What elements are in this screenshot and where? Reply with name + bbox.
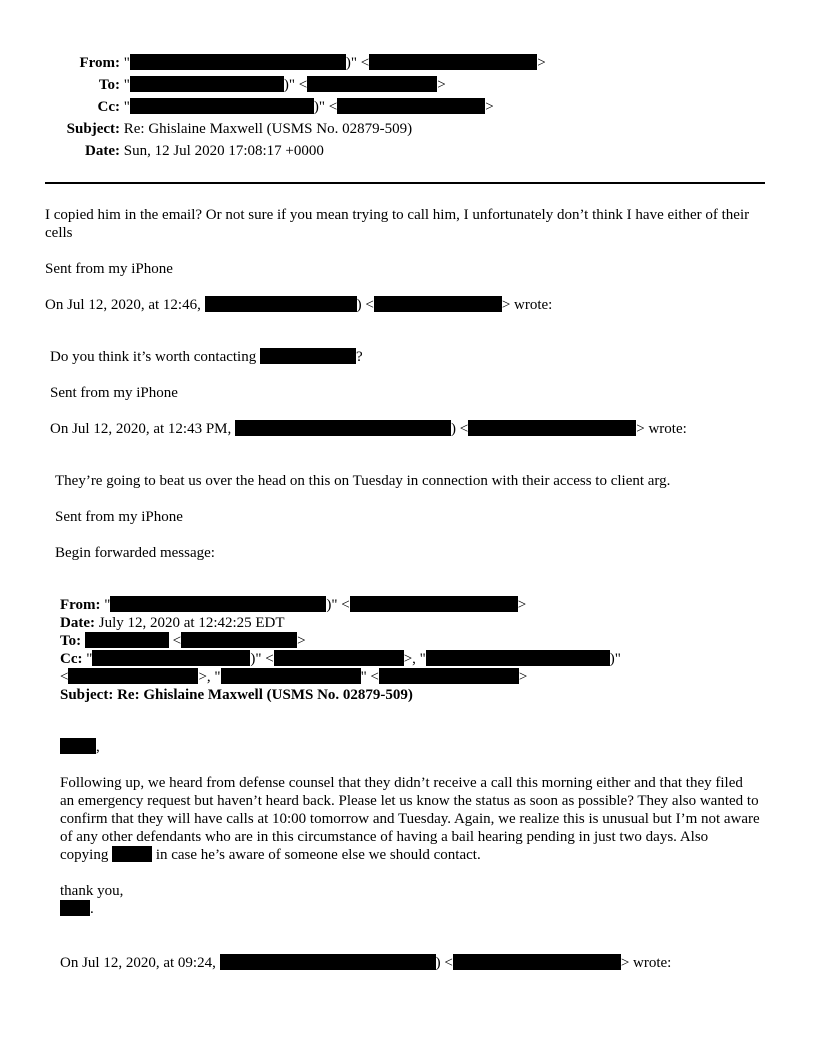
- date-text: Sun, 12 Jul 2020 17:08:17 +0000: [123, 143, 324, 159]
- quote-header: On Jul 12, 2020, at 09:24, ) < > wrote:: [60, 955, 672, 971]
- closing: thank you,: [60, 883, 124, 899]
- redaction: [307, 76, 437, 92]
- redaction: [426, 650, 610, 666]
- redaction: [130, 98, 314, 114]
- date-label: Date:: [85, 143, 120, 159]
- quote-prefix: On Jul 12, 2020, at 12:46,: [45, 297, 201, 313]
- reply-paragraph: I copied him in the email? Or not sure if you mean trying to call him, I unfortunately don’t think I have either of their cells: [45, 207, 750, 241]
- subject-label: Subject:: [66, 121, 120, 137]
- signature: Sent from my iPhone: [55, 509, 183, 525]
- fwd-from-label: From:: [60, 597, 101, 613]
- redaction: [60, 738, 96, 754]
- redaction: [374, 296, 502, 312]
- signature: Sent from my iPhone: [45, 261, 173, 277]
- signature: Sent from my iPhone: [50, 385, 178, 401]
- quoted-text-end: ?: [355, 349, 363, 365]
- redaction: [112, 846, 152, 862]
- forwarded-text: Following up, we heard from defense counsel that they didn’t receive a call this morning either and that they filed an emergency request but haven’t heard back. Please let us know the status as soon as possible? They also wanted to confirm that they will have calls at 10:00 tomorrow and Tuesday. Again, we realize this is unusual but I’m not aware of any other defendants who are in this circumstance of having a bail hearing pending in just two days. Also copying: [60, 775, 760, 863]
- forwarded-text-end: in case he’s aware of someone else we should contact.: [155, 847, 481, 863]
- redaction: [369, 54, 537, 70]
- cc-label: Cc:: [97, 99, 120, 115]
- redaction: [181, 632, 297, 648]
- wrote-text: wrote:: [633, 955, 672, 971]
- forwarded-paragraph: [60, 774, 760, 864]
- redaction: [453, 954, 621, 970]
- redaction: [379, 668, 519, 684]
- redaction: [468, 420, 636, 436]
- forward-intro: Begin forwarded message:: [55, 545, 215, 561]
- sign-off: [60, 900, 94, 918]
- fwd-date-row: [60, 614, 285, 632]
- quote-header: On Jul 12, 2020, at 12:46, ) < > wrote:: [45, 297, 553, 313]
- redaction: [350, 596, 518, 612]
- redaction: [220, 954, 436, 970]
- quote-prefix: On Jul 12, 2020, at 09:24,: [60, 955, 216, 971]
- header-subject-row: [40, 120, 412, 138]
- quote-prefix: On Jul 12, 2020, at 12:43 PM,: [50, 421, 232, 437]
- fwd-date-label: Date:: [60, 615, 95, 631]
- header-cc-row: Cc: " )" < >: [40, 98, 494, 116]
- fwd-subject-row: [60, 686, 413, 704]
- fwd-subject-text: Re: Ghislaine Maxwell (USMS No. 02879-509): [117, 687, 413, 703]
- redaction: [130, 54, 346, 70]
- redaction: [274, 650, 404, 666]
- redaction: [60, 900, 90, 916]
- quoted-line: They’re going to beat us over the head on this on Tuesday in connection with their access to client arg.: [55, 473, 671, 489]
- redaction: [68, 668, 198, 684]
- sign-end: .: [90, 901, 94, 917]
- fwd-cc-label: Cc:: [60, 651, 83, 667]
- greeting-end: ,: [96, 739, 100, 755]
- header-date-row: [40, 142, 324, 160]
- header-from-row: From: " )" < >: [40, 54, 546, 72]
- fwd-from-row: From: " )" < >: [60, 597, 527, 613]
- redaction: [130, 76, 284, 92]
- quoted-line: [50, 348, 363, 366]
- redaction: [260, 348, 356, 364]
- redaction: [92, 650, 250, 666]
- subject-text: Re: Ghislaine Maxwell (USMS No. 02879-509): [123, 121, 413, 137]
- quote-header: On Jul 12, 2020, at 12:43 PM, ) < > wrote:: [50, 421, 687, 437]
- redaction: [235, 420, 451, 436]
- redaction: [85, 632, 169, 648]
- wrote-text: wrote:: [514, 297, 553, 313]
- redaction: [337, 98, 485, 114]
- fwd-subject-label: Subject:: [60, 687, 114, 703]
- fwd-to-label: To:: [60, 633, 82, 649]
- header-to-row: To: " )" < >: [40, 76, 446, 94]
- fwd-cc-row-cont: < >, " " < >: [60, 669, 528, 685]
- fwd-to-row: To: < >: [60, 633, 306, 649]
- redaction: [110, 596, 326, 612]
- redaction: [205, 296, 357, 312]
- greeting: [60, 738, 100, 756]
- fwd-cc-row: Cc: " )" < >, " )": [60, 651, 621, 667]
- quoted-text: Do you think it’s worth contacting: [50, 349, 257, 365]
- from-label: From:: [79, 55, 120, 71]
- fwd-date-text: July 12, 2020 at 12:42:25 EDT: [98, 615, 285, 631]
- to-label: To:: [98, 77, 120, 93]
- wrote-text: wrote:: [648, 421, 687, 437]
- redaction: [221, 668, 361, 684]
- header-divider: [45, 182, 765, 184]
